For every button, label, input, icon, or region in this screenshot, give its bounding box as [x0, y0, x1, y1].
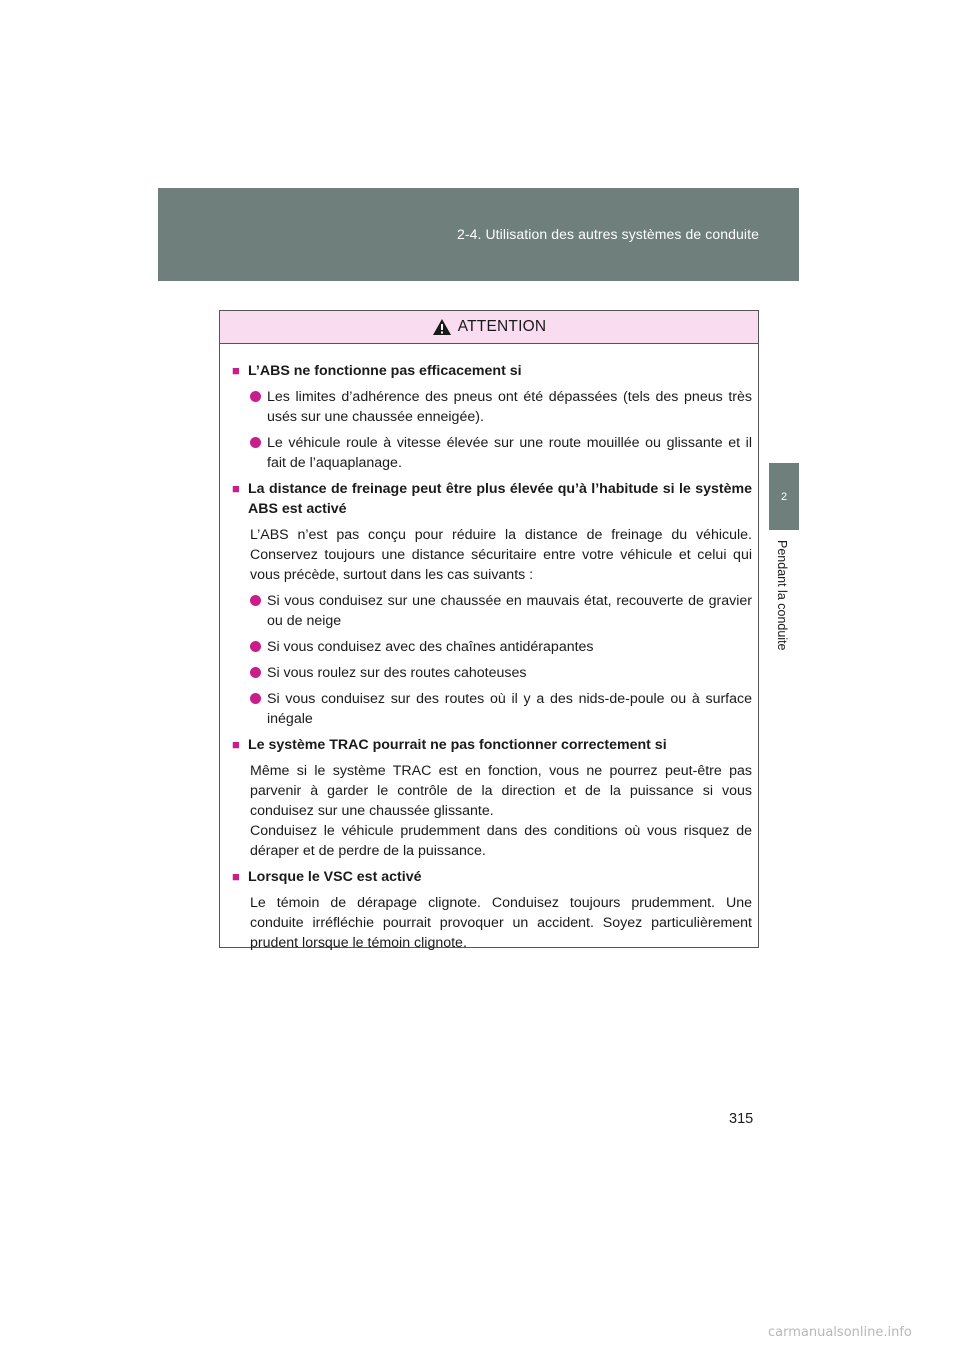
page-number: 315: [729, 1111, 754, 1127]
paragraph: Le témoin de dérapage clignote. Conduisez toujours prudemment. Une conduite irréfléchie pourrait provoquer un accident. Soyez particulièrement prudent lorsque le témoin clignote.: [250, 895, 752, 951]
warning-body: [220, 344, 758, 953]
section-heading: ■ La distance de freinage peut être plus élevée qu’à l’habitude si le système ABS est activé: [232, 481, 752, 517]
chapter-label-container: [775, 540, 795, 670]
round-bullet-icon: [250, 437, 261, 448]
chapter-tab: [769, 463, 799, 530]
warning-title: ATTENTION: [457, 318, 547, 335]
square-bullet-icon: ■: [232, 481, 240, 496]
list-item: Les limites d’adhérence des pneus ont été dépassées (tels des pneus très usés sur une chaussée enneigée).: [250, 387, 752, 427]
chapter-number: 2: [780, 490, 788, 503]
warning-box: [219, 310, 759, 951]
chapter-label: Pendant la conduite: [775, 540, 789, 651]
paragraph: L’ABS n’est pas conçu pour réduire la distance de freinage du véhicule. Conservez toujours une distance sécuritaire entre votre véhicule et celui qui vous précède, surtout dans les cas suivants :: [250, 527, 752, 583]
section-title: 2-4. Utilisation des autres systèmes de conduite: [456, 226, 759, 242]
round-bullet-icon: [250, 693, 261, 704]
list-item: Si vous conduisez sur des routes où il y a des nids-de-poule ou à surface inégale: [250, 689, 752, 729]
round-bullet-icon: [250, 391, 261, 402]
square-bullet-icon: ■: [232, 869, 240, 884]
square-bullet-icon: ■: [232, 737, 240, 752]
round-bullet-icon: [250, 641, 261, 652]
square-bullet-icon: ■: [232, 363, 240, 378]
list-item: Si vous conduisez sur une chaussée en mauvais état, recouverte de gravier ou de neige: [250, 591, 752, 631]
header-band: [158, 188, 799, 281]
list-item: Si vous roulez sur des routes cahoteuses: [250, 663, 752, 683]
round-bullet-icon: [250, 595, 261, 606]
section-heading: ■ L’ABS ne fonctionne pas efficacement si: [232, 363, 522, 379]
warning-header: [220, 311, 758, 344]
list-item: Si vous conduisez avec des chaînes antidérapantes: [250, 637, 752, 657]
warning-triangle-icon: [432, 318, 452, 336]
list-item: Le véhicule roule à vitesse élevée sur une route mouillée ou glissante et il fait de l’aquaplanage.: [250, 433, 752, 473]
watermark[interactable]: carmanualsonline.info: [768, 1325, 912, 1340]
round-bullet-icon: [250, 667, 261, 678]
section-heading: ■ Le système TRAC pourrait ne pas fonctionner correctement si: [232, 737, 667, 753]
section-heading: ■ Lorsque le VSC est activé: [232, 869, 422, 885]
paragraph: Même si le système TRAC est en fonction, vous ne pourrez peut-être pas parvenir à garder le contrôle de la direction et de la puissance si vous conduisez sur une chaussée glissante. Conduisez le véhicule prudemment dans des conditions où vous risquez de déraper et de perdre de la puissance.: [250, 763, 752, 859]
